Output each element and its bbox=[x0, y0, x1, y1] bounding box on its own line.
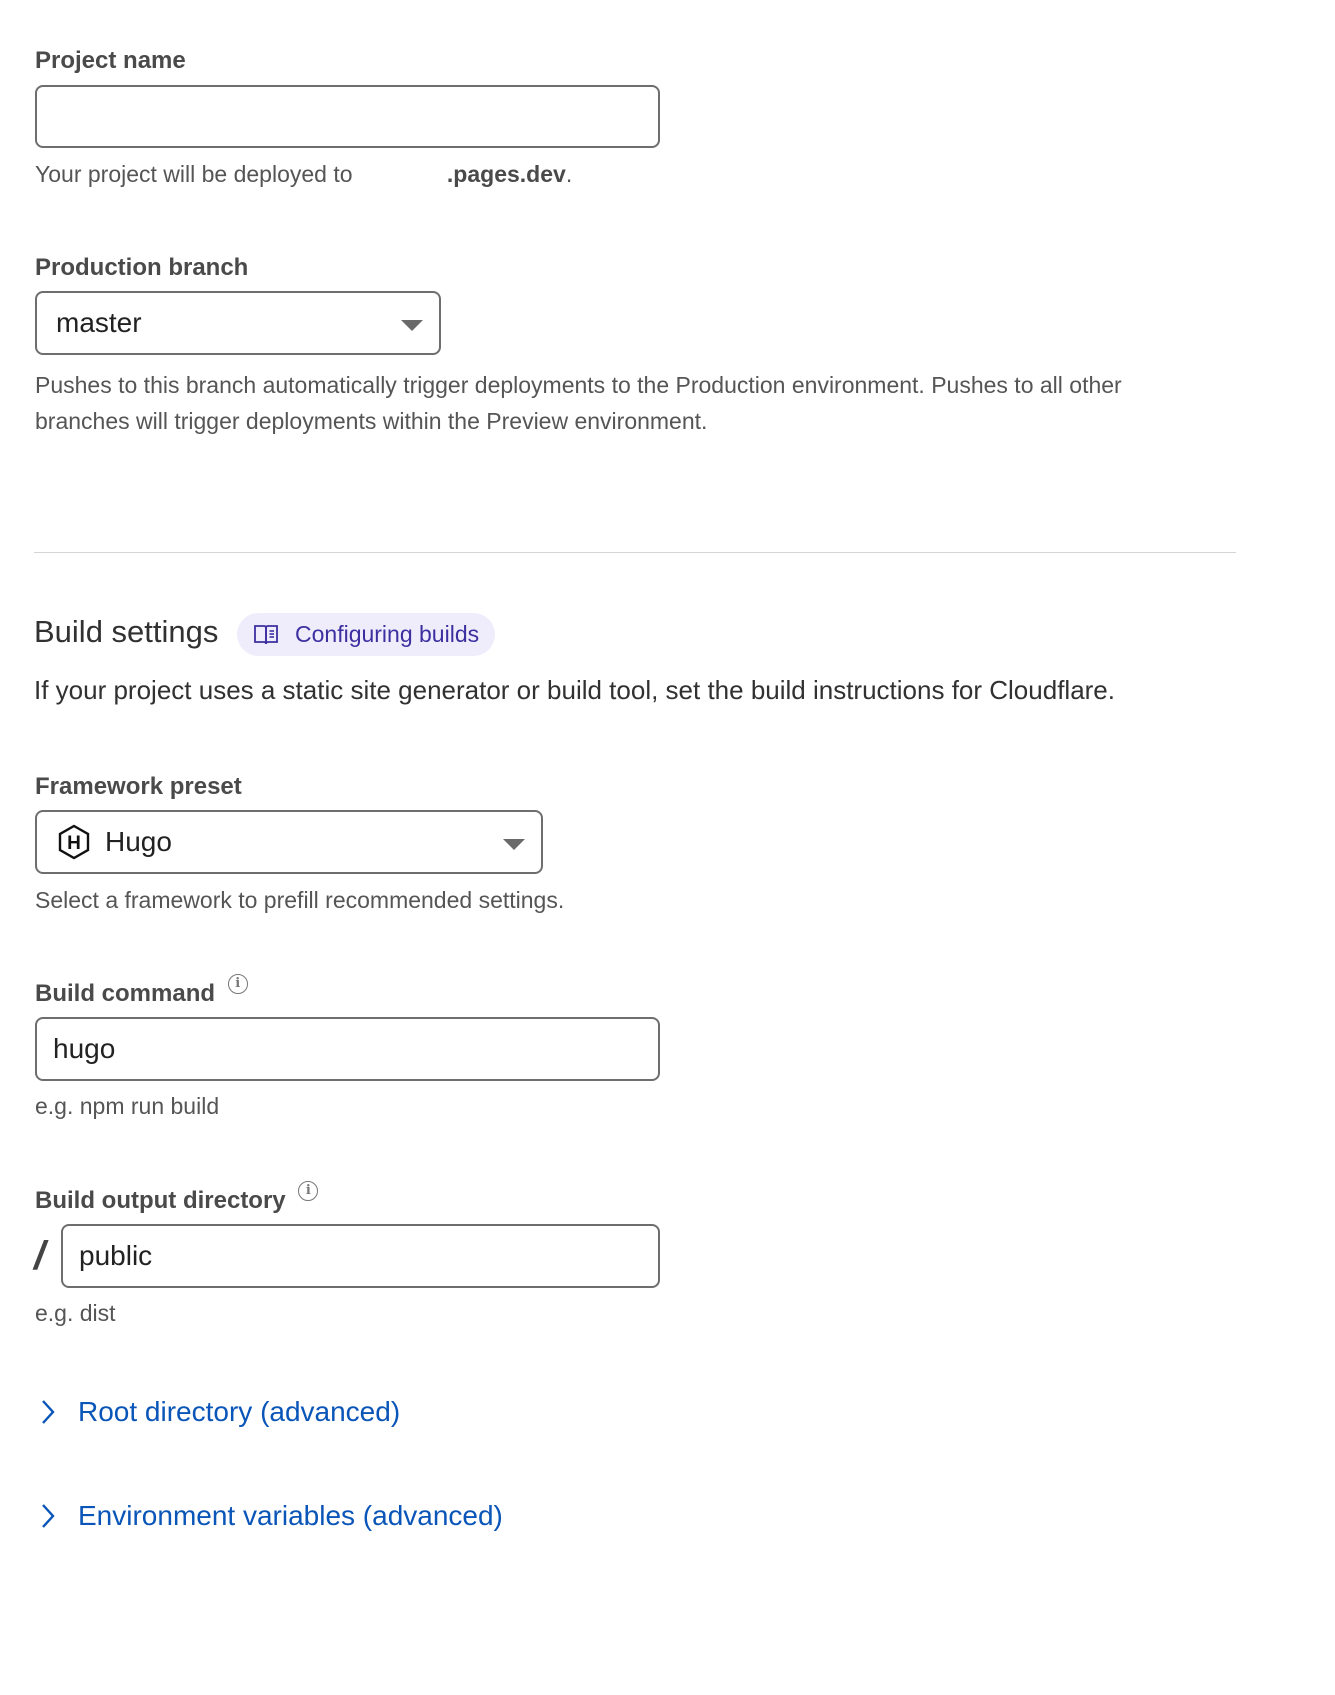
project-name-help bbox=[35, 161, 572, 188]
project-name-label: Project name bbox=[35, 47, 186, 74]
path-prefix: / bbox=[34, 1234, 46, 1278]
configuring-builds-link[interactable] bbox=[237, 613, 495, 656]
chevron-right-icon bbox=[38, 1398, 58, 1426]
build-output-label-row bbox=[35, 1183, 318, 1215]
chevron-down-icon bbox=[401, 320, 423, 331]
chevron-right-icon bbox=[38, 1502, 58, 1530]
section-divider bbox=[34, 552, 1236, 553]
production-branch-label: Production branch bbox=[35, 254, 249, 281]
book-icon bbox=[253, 623, 279, 647]
build-command-label-row bbox=[35, 976, 248, 1008]
info-icon[interactable]: i bbox=[228, 974, 248, 994]
chevron-down-icon bbox=[503, 839, 525, 850]
framework-preset-label: Framework preset bbox=[35, 773, 242, 800]
root-directory-toggle[interactable] bbox=[38, 1396, 400, 1428]
build-command-help: e.g. npm run build bbox=[35, 1093, 220, 1119]
root-directory-label: Root directory (advanced) bbox=[78, 1396, 401, 1427]
environment-variables-toggle[interactable] bbox=[38, 1500, 503, 1532]
deploy-suffix-text: . bbox=[565, 161, 573, 187]
svg-text:H: H bbox=[67, 833, 81, 854]
build-output-input[interactable] bbox=[61, 1224, 660, 1288]
production-branch-help: Pushes to this branch automatically trigger deployments to the Production environment. Pushes to all other branches will trigger deployments within the Preview environment. bbox=[35, 372, 1122, 434]
build-command-label: Build command bbox=[35, 980, 216, 1007]
info-icon[interactable]: i bbox=[298, 1181, 318, 1201]
project-name-input[interactable] bbox=[35, 85, 660, 148]
framework-preset-help: Select a framework to prefill recommended settings. bbox=[35, 887, 565, 913]
build-settings-description: If your project uses a static site generator or build tool, set the build instructions for Cloudflare. bbox=[34, 675, 1115, 705]
production-branch-value: master bbox=[56, 307, 142, 338]
framework-preset-select[interactable] bbox=[35, 810, 543, 874]
environment-variables-label: Environment variables (advanced) bbox=[78, 1500, 503, 1531]
build-output-label: Build output directory bbox=[35, 1187, 286, 1214]
production-branch-select[interactable] bbox=[35, 291, 441, 355]
build-settings-title: Build settings bbox=[34, 614, 219, 649]
configuring-builds-label: Configuring builds bbox=[295, 621, 480, 647]
deploy-prefix-text: Your project will be deployed to bbox=[35, 161, 353, 187]
build-command-input[interactable] bbox=[35, 1017, 660, 1081]
hugo-logo-icon bbox=[57, 824, 91, 860]
build-output-help: e.g. dist bbox=[35, 1300, 116, 1326]
framework-preset-value: Hugo bbox=[105, 826, 172, 857]
deploy-domain-text: .pages.dev bbox=[446, 161, 566, 187]
